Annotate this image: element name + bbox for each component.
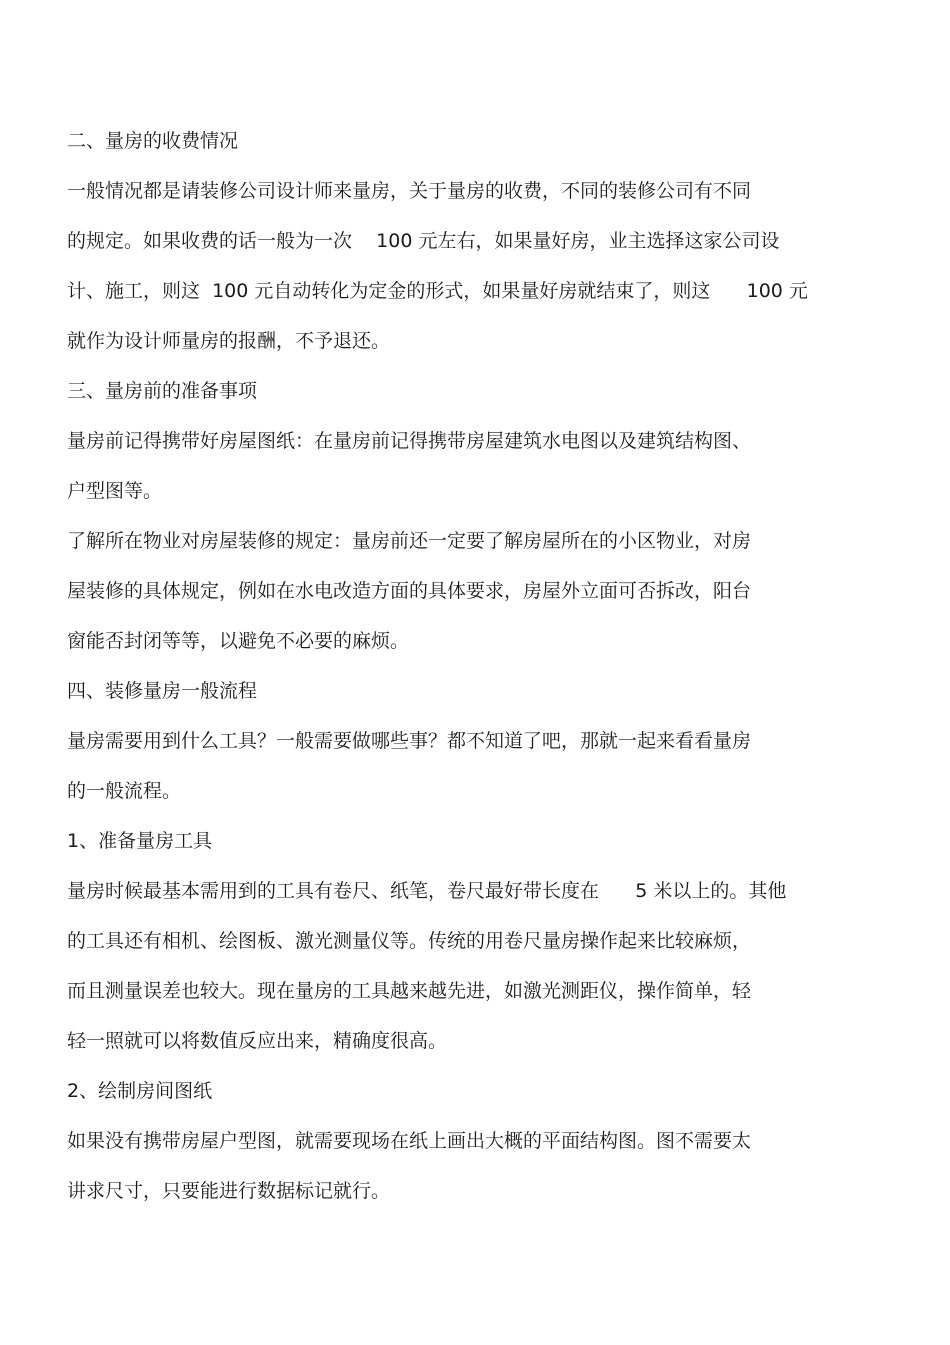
- subheading-tools: 1、准备量房工具: [67, 830, 213, 852]
- section-heading-process: 四、装修量房一般流程: [67, 680, 258, 702]
- section-heading-preparation: 三、量房前的准备事项: [67, 380, 258, 402]
- paragraph-line: 量房前记得携带好房屋图纸：在量房前记得携带房屋建筑水电图以及建筑结构图、: [67, 430, 752, 452]
- paragraph-line: 就作为设计师量房的报酬，不予退还。: [67, 330, 391, 352]
- paragraph-line: 量房需要用到什么工具？一般需要做哪些事？都不知道了吧，那就一起来看看量房: [67, 730, 752, 752]
- paragraph-line: 的工具还有相机、绘图板、激光测量仪等。传统的用卷尺量房操作起来比较麻烦，: [67, 930, 752, 952]
- paragraph-line: 的规定。如果收费的话一般为一次 100 元左右，如果量好房，业主选择这家公司设: [67, 230, 780, 252]
- paragraph-line: 一般情况都是请装修公司设计师来量房，关于量房的收费，不同的装修公司有不同: [67, 180, 752, 202]
- paragraph-line: 窗能否封闭等等，以避免不必要的麻烦。: [67, 630, 410, 652]
- paragraph-line: 了解所在物业对房屋装修的规定：量房前还一定要了解房屋所在的小区物业，对房: [67, 530, 752, 552]
- paragraph-line: 的一般流程。: [67, 780, 182, 802]
- paragraph-line: 讲求尺寸，只要能进行数据标记就行。: [67, 1180, 391, 1202]
- paragraph-line: 而且测量误差也较大。现在量房的工具越来越先进，如激光测距仪，操作简单，轻: [67, 980, 752, 1002]
- paragraph-line: 轻一照就可以将数值反应出来，精确度很高。: [67, 1030, 448, 1052]
- paragraph-line: 屋装修的具体规定，例如在水电改造方面的具体要求，房屋外立面可否拆改，阳台: [67, 580, 752, 602]
- paragraph-line: 户型图等。: [67, 480, 163, 502]
- subheading-drawing: 2、绘制房间图纸: [67, 1080, 213, 1102]
- paragraph-line: 如果没有携带房屋户型图，就需要现场在纸上画出大概的平面结构图。图不需要太: [67, 1130, 752, 1152]
- paragraph-line: 计、施工，则这 100 元自动转化为定金的形式，如果量好房就结束了，则这 100 元: [67, 280, 808, 302]
- section-heading-fees: 二、量房的收费情况: [67, 130, 239, 152]
- paragraph-line: 量房时候最基本需用到的工具有卷尺、纸笔，卷尺最好带长度在 5 米以上的。其他: [67, 880, 787, 902]
